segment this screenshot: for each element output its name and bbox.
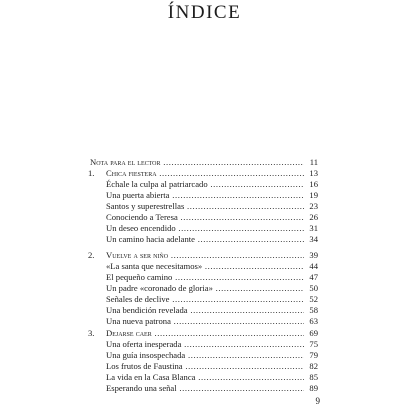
page-number: 9	[315, 396, 320, 406]
toc-section[interactable]	[88, 383, 318, 393]
section-title: Un padre «coronado de gloria» .....	[106, 283, 304, 293]
toc-section[interactable]	[88, 261, 318, 271]
toc-section[interactable]	[88, 350, 318, 360]
section-page: 34	[309, 234, 318, 244]
toc-entry-page: 11	[309, 157, 318, 167]
section-title: Santos y superestrellas .....	[106, 201, 304, 211]
section-page: 50	[309, 283, 318, 293]
section-title: Los frutos de Faustina .....	[106, 361, 304, 371]
toc-section[interactable]	[88, 305, 318, 315]
section-title: Señales de declive .....	[106, 294, 304, 304]
chapter-page: 69	[309, 328, 318, 338]
toc-section[interactable]	[88, 201, 318, 211]
chapter-number: 1.	[88, 168, 95, 178]
toc-section[interactable]	[88, 179, 318, 189]
section-title: «La santa que necesitamos» .....	[106, 261, 304, 271]
section-page: 79	[309, 350, 318, 360]
section-title: Un deseo encendido .....	[106, 223, 304, 233]
section-page: 44	[309, 261, 318, 271]
section-page: 75	[309, 339, 318, 349]
section-page: 52	[309, 294, 318, 304]
section-page: 23	[309, 201, 318, 211]
section-title: Una oferta inesperada .....	[106, 339, 304, 349]
chapter-number: 3.	[88, 328, 95, 338]
page-title: ÍNDICE	[167, 2, 242, 23]
section-page: 16	[309, 179, 318, 189]
section-title: Una bendición revelada .....	[106, 305, 304, 315]
toc-section[interactable]	[88, 223, 318, 233]
chapter-page: 39	[309, 250, 318, 260]
chapter-title: Dejarse caer .....	[106, 328, 304, 338]
section-page: 31	[309, 223, 318, 233]
toc-section[interactable]	[88, 294, 318, 304]
toc-chapter-1[interactable]	[88, 168, 318, 178]
chapter-title: Chica fiestera .....	[106, 168, 304, 178]
section-title: Échale la culpa al patriarcado .....	[106, 179, 304, 189]
section-page: 89	[309, 383, 318, 393]
toc-section[interactable]	[88, 372, 318, 382]
section-title: Un camino hacia adelante .....	[106, 234, 304, 244]
section-page: 47	[309, 272, 318, 282]
section-page: 82	[309, 361, 318, 371]
section-title: Una guía insospechada .....	[106, 350, 304, 360]
section-title: Conociendo a Teresa .....	[106, 212, 304, 222]
section-title: La vida en la Casa Blanca .....	[106, 372, 304, 382]
section-page: 85	[309, 372, 318, 382]
toc-chapter-2[interactable]	[88, 250, 318, 260]
toc-section[interactable]	[88, 316, 318, 326]
section-title: Una nueva patrona .....	[106, 316, 304, 326]
toc-section[interactable]	[88, 234, 318, 244]
section-title: Esperando una señal .....	[106, 383, 304, 393]
section-title: El pequeño camino .....	[106, 272, 304, 282]
section-page: 58	[309, 305, 318, 315]
section-page: 19	[309, 190, 318, 200]
toc-section[interactable]	[88, 339, 318, 349]
toc-chapter-3[interactable]	[88, 328, 318, 338]
section-page: 26	[309, 212, 318, 222]
toc-entry-title: Nota para el lector .....	[90, 157, 304, 167]
toc-section[interactable]	[88, 361, 318, 371]
section-page: 63	[309, 316, 318, 326]
chapter-page: 13	[309, 168, 318, 178]
section-title: Una puerta abierta .....	[106, 190, 304, 200]
toc-section[interactable]	[88, 212, 318, 222]
toc-section[interactable]	[88, 272, 318, 282]
toc-section[interactable]	[88, 283, 318, 293]
toc-entry-front[interactable]	[88, 157, 318, 167]
toc-section[interactable]	[88, 190, 318, 200]
chapter-number: 2.	[88, 250, 95, 260]
chapter-title: Vuelve a ser niño .....	[106, 250, 304, 260]
